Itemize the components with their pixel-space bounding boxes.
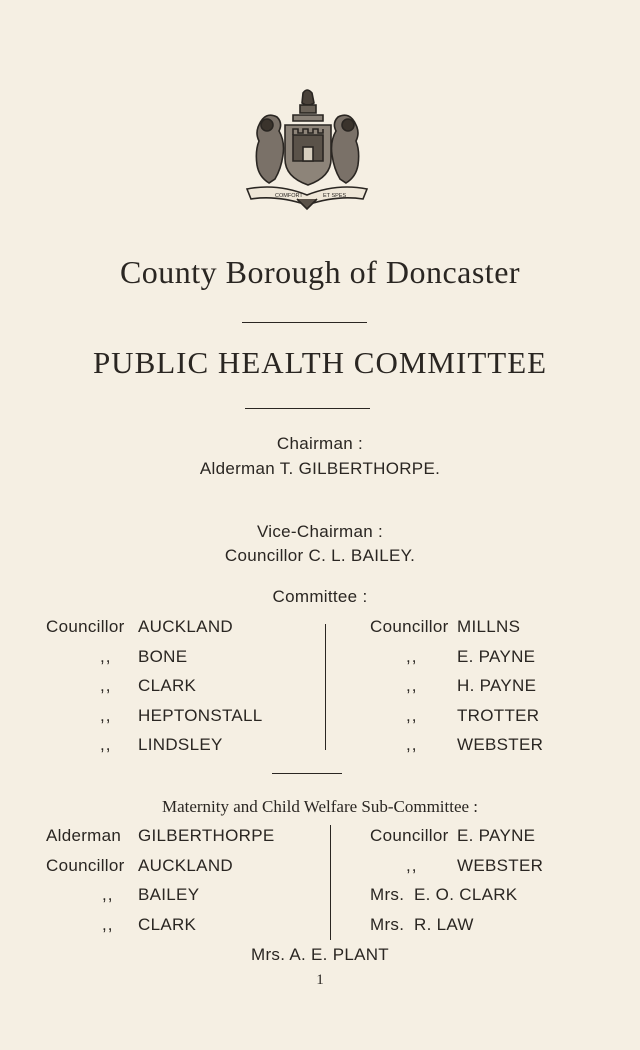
member-row [370,735,600,765]
column-divider [330,825,331,940]
vice-chairman-name: Councillor C. L. BAILEY. [224,546,416,565]
member-name: E. O. CLARK [414,885,518,904]
maternity-right-column [370,826,610,944]
member-name: AUCKLAND [138,617,233,636]
ditto-mark: ,, [100,646,112,666]
member-name: AUCKLAND [138,855,233,875]
ditto-mark: ,, [100,735,112,754]
member-name: CLARK [138,676,197,695]
ditto-mark: ,, [100,676,112,695]
committee-heading: PUBLIC HEALTH COMMITTEE [92,345,548,380]
vice-chairman-title: Vice-Chairman : [256,522,384,541]
member-prefix: Councillor [370,826,449,845]
member-name: TROTTER [457,705,540,725]
member-prefix: Councillor [46,617,125,636]
divider [272,773,342,774]
member-name: BAILEY [138,885,200,904]
member-row [370,826,610,856]
member-row [370,676,600,706]
ditto-mark: ,, [102,914,114,934]
member-prefix: Councillor [370,617,449,636]
ditto-mark: ,, [406,705,418,725]
member-prefix: Mrs. [370,885,405,904]
member-name: BONE [138,646,188,666]
member-row [46,735,316,765]
page-number: 1 [316,972,324,988]
maternity-left-column [46,826,306,944]
member-name: CLARK [138,914,197,934]
borough-crest [245,85,370,215]
ditto-mark: ,, [102,885,114,904]
chairman-title: Chairman : [276,434,364,453]
member-name: MILLNS [457,617,521,636]
member-row [46,915,306,945]
member-name: E. PAYNE [457,826,536,845]
member-prefix: Alderman [46,826,122,845]
ditto-mark: ,, [406,855,418,875]
maternity-subcommittee-title: Maternity and Child Welfare Sub-Committee : [161,797,479,816]
column-divider [325,624,326,750]
member-prefix: Councillor [46,855,125,875]
member-row [46,647,316,677]
member-row [370,647,600,677]
ditto-mark: ,, [406,735,418,754]
member-row [46,826,306,856]
member-row [370,885,610,915]
committee-left-column [46,617,316,765]
motto-left: COMFORT [275,193,303,199]
member-row [370,706,600,736]
chairman-name: Alderman T. GILBERTHORPE. [199,459,441,478]
member-prefix: Mrs. [370,914,405,934]
member-row [370,856,610,886]
committee-right-column [370,617,600,765]
member-row [46,676,316,706]
member-name: WEBSTER [457,735,544,754]
member-row [370,915,610,945]
divider [242,322,367,323]
ditto-mark: ,, [100,705,112,725]
member-name: R. LAW [414,914,474,934]
member-row [46,856,306,886]
member-row [370,617,600,647]
member-name: WEBSTER [457,855,544,875]
ditto-mark: ,, [406,646,418,666]
committee-title: Committee : [272,587,368,606]
member-name: GILBERTHORPE [138,826,275,845]
member-name: H. PAYNE [457,676,537,695]
motto-right: ET SPES [323,193,347,199]
additional-member: Mrs. A. E. PLANT [251,945,389,964]
member-name: HEPTONSTALL [138,705,263,725]
member-row [46,617,316,647]
member-name: E. PAYNE [457,646,536,666]
member-name: LINDSLEY [138,735,223,754]
member-row [46,706,316,736]
member-row [46,885,306,915]
document-title: County Borough of Doncaster [119,254,521,290]
ditto-mark: ,, [406,676,418,695]
divider [245,408,370,409]
